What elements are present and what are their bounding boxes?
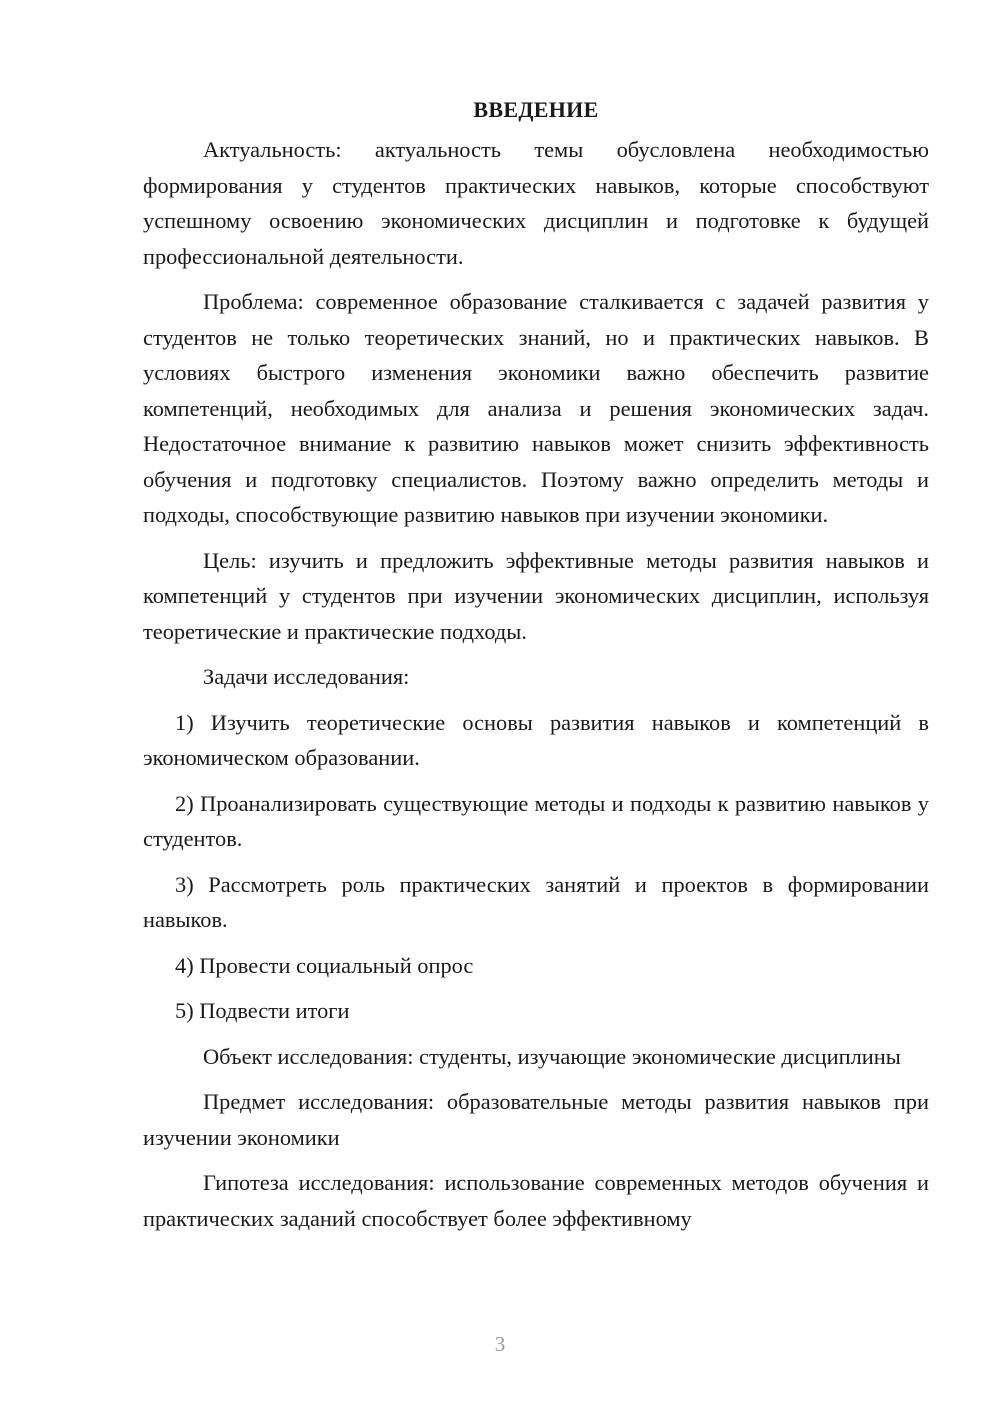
task-item-3: 3) Рассмотреть роль практических занятий и проектов в формировании навыков.	[143, 871, 929, 932]
paragraph-subject: Предмет исследования: образовательные методы развития навыков при изучении экономики	[143, 1089, 929, 1150]
task-item-2: 2) Проанализировать существующие методы и подходы к развитию навыков у студентов.	[143, 790, 929, 851]
page-number: 3	[494, 1332, 506, 1356]
paragraph-object: Объект исследования: студенты, изучающие экономические дисциплины	[203, 1043, 901, 1069]
tasks-heading: Задачи исследования:	[203, 664, 410, 689]
paragraph-goal: Цель: изучить и предложить эффективные методы развития навыков и компетенций у студентов при изучении экономических дисциплин, используя теоретические и практические подходы.	[143, 547, 929, 644]
section-title: ВВЕДЕНИЕ	[473, 97, 599, 122]
paragraph-hypothesis: Гипотеза исследования: использование современных методов обучения и практических заданий способствует более эффективному	[143, 1170, 929, 1231]
paragraph-problem: Проблема: современное образование сталкивается с задачей развития у студентов не только теоретических знаний, но и практических навыков. В условиях быстрого изменения экономики важно обеспечить развитие компетенций, необходимых для анализа и решения экономических задач. Недостаточное внимание к развитию навыков может снизить эффективность обучения и подготовку специалистов. Поэтому важно определить методы и подходы, способствующие развитию навыков при изучении экономики.	[143, 289, 929, 527]
task-item-5: 5) Подвести итоги	[175, 998, 350, 1023]
document-page	[143, 92, 929, 1246]
paragraph-relevance: Актуальность: актуальность темы обусловлена необходимостью формирования у студентов практических навыков, которые способствуют успешному освоению экономических дисциплин и подготовке к будущей профессиональной деятельности.	[143, 137, 929, 269]
task-item-1: 1) Изучить теоретические основы развития навыков и компетенций в экономическом образовании.	[143, 709, 929, 770]
task-item-4: 4) Провести социальный опрос	[175, 952, 474, 978]
